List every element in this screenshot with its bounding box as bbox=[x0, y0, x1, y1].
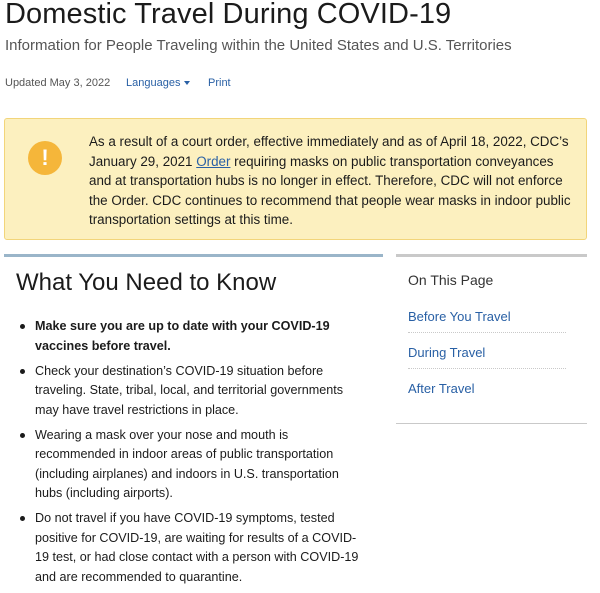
list-item: Check your destination’s COVID-19 situation before traveling. State, tribal, local, and territorial governments may have travel restrictions in place. bbox=[18, 362, 360, 421]
languages-dropdown[interactable] bbox=[126, 77, 190, 89]
nav-link-after-travel[interactable]: After Travel bbox=[408, 381, 475, 396]
nav-link-before-you-travel[interactable]: Before You Travel bbox=[408, 309, 566, 333]
alert-text-part: As a result of a court order, effective immediately and as of April 18, 2022, CDC’s January 29, 2021 bbox=[89, 134, 569, 169]
exclamation-icon: ! bbox=[28, 141, 62, 175]
alert-banner bbox=[4, 118, 587, 240]
list-item: Do not travel if you have COVID-19 symptoms, tested positive for COVID-19, are waiting for results of a COVID-19 test, or had close contact with a person with COVID-19 and are recommended to quarantine. bbox=[18, 509, 360, 587]
order-link[interactable]: Order bbox=[196, 153, 231, 169]
languages-label: Languages bbox=[126, 77, 181, 89]
list-item: Make sure you are up to date with your COVID-19 vaccines before travel. bbox=[18, 317, 360, 356]
page-subtitle: Information for People Traveling within the United States and U.S. Territories bbox=[5, 37, 512, 54]
on-this-page-heading: On This Page bbox=[408, 272, 494, 288]
section-heading: What You Need to Know bbox=[16, 269, 277, 296]
on-this-page-nav bbox=[396, 254, 587, 424]
page-title: Domestic Travel During COVID-19 bbox=[5, 0, 452, 30]
alert-text-part: requiring masks on public transportation conveyances and at transportation hubs is no longer in effect. Therefore, CDC will not enforce the Order. CDC continues to recommend that people wear masks in indoor public transportation settings at this time. bbox=[89, 153, 571, 228]
nav-link-during-travel[interactable]: During Travel bbox=[408, 345, 566, 369]
bullet-list bbox=[18, 317, 360, 593]
meta-row bbox=[5, 77, 231, 89]
list-item: Wearing a mask over your nose and mouth is recommended in indoor areas of public transportation (including airplanes) and indoors in U.S. transportation hubs (including airports). bbox=[18, 426, 360, 504]
caret-down-icon bbox=[184, 81, 190, 85]
alert-text bbox=[89, 132, 579, 230]
print-link[interactable]: Print bbox=[208, 77, 231, 89]
updated-date: Updated May 3, 2022 bbox=[5, 77, 111, 89]
what-you-need-to-know-section bbox=[4, 254, 383, 586]
